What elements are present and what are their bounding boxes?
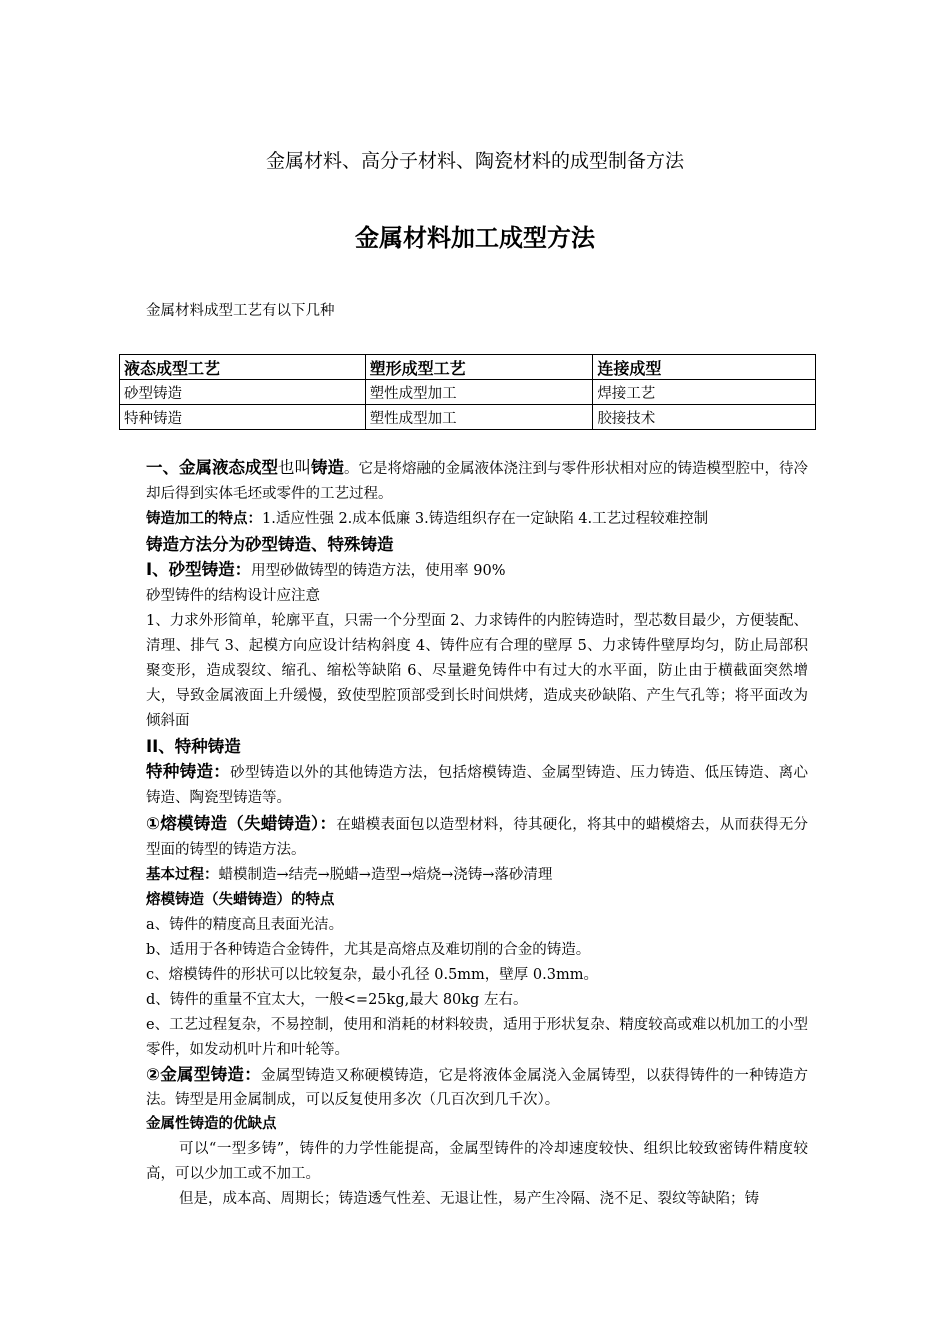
sand-casting-label: I、砂型铸造： (146, 560, 252, 579)
table-row (120, 405, 816, 430)
methods-heading: 铸造方法分为砂型铸造、特殊铸造 (146, 535, 394, 554)
special-casting-heading: II、特种铸造 (146, 737, 241, 756)
table-cell: 胶接技术 (593, 405, 816, 430)
liquid-forming-paragraph (146, 455, 808, 507)
metal-mold-paragraph (146, 1063, 808, 1112)
document-body (146, 455, 808, 1212)
table-header-cell: 塑形成型工艺 (365, 355, 593, 380)
metal-pros-cons-heading: 金属性铸造的优缺点 (146, 1116, 277, 1132)
features-text: 1.适应性强 2.成本低廉 3.铸造组织存在一定缺陷 4.工艺过程较难控制 (262, 511, 709, 527)
special-casting-label: 特种铸造： (146, 762, 231, 781)
metal-pros-paragraph: 可以“一型多铸”，铸件的力学性能提高，金属型铸件的冷却速度较快、组织比较致密铸件精度较高，可以少加工或不加工。 (146, 1141, 808, 1182)
table-cell: 塑性成型加工 (365, 405, 593, 430)
basic-process-text: 蜡模制造→结壳→脱蜡→造型→焙烧→浇铸→落砂清理 (218, 867, 553, 883)
inline-text: 也叫 (278, 458, 311, 477)
section-title: 金属材料加工成型方法 (355, 223, 595, 252)
list-item: a、铸件的精度高且表面光洁。 (146, 917, 344, 933)
investment-casting-paragraph (146, 811, 808, 863)
sand-casting-text: 用型砂做铸型的铸造方法，使用率 90% (251, 563, 506, 579)
sand-design-heading: 砂型铸件的结构设计应注意 (146, 588, 320, 604)
investment-casting-label: ①熔模铸造（失蜡铸造）： (146, 814, 337, 833)
table-header-row (120, 355, 816, 380)
list-item: d、铸件的重量不宜太大，一般<=25kg,最大 80kg 左右。 (146, 992, 528, 1008)
special-casting-text: 砂型铸造以外的其他铸造方法，包括熔模铸造、金属型铸造、压力铸造、低压铸造、离心铸造、陶瓷型铸造等。 (146, 765, 809, 806)
metal-mold-text: 金属型铸造又称硬模铸造，它是将液体金属浇入金属铸型，以获得铸件的一种铸造方法。铸型是用金属制成，可以反复使用多次（几百次到几千次）。 (146, 1068, 808, 1108)
list-item: c、熔模铸件的形状可以比较复杂，最小孔径 0.5mm，壁厚 0.3mm。 (146, 967, 598, 983)
process-table (119, 354, 816, 430)
section-heading: 一、金属液态成型 (146, 458, 278, 477)
basic-process-line (146, 863, 808, 888)
paragraph-text: 。它是将熔融的金属液体浇注到与零件形状相对应的铸造模型腔中，待冷却后得到实体毛坯或零件的工艺过程。 (146, 461, 808, 502)
investment-features-heading: 熔模铸造（失蜡铸造）的特点 (146, 892, 335, 908)
list-item: e、工艺过程复杂，不易控制，使用和消耗的材料较贵，适用于形状复杂、精度较高或难以机加工的小型零件，如发动机叶片和叶轮等。 (146, 1017, 808, 1058)
special-casting-paragraph (146, 759, 808, 811)
casting-term: 铸造 (311, 458, 344, 477)
document-title: 金属材料、高分子材料、陶瓷材料的成型制备方法 (265, 150, 684, 172)
table-cell: 砂型铸造 (120, 380, 366, 405)
table-cell: 特种铸造 (120, 405, 366, 430)
table-cell: 塑性成型加工 (365, 380, 593, 405)
table-cell: 焊接工艺 (593, 380, 816, 405)
investment-casting-text: 在蜡模表面包以造型材料，待其硬化，将其中的蜡模熔去，从而获得无分型面的铸型的铸造方法。 (146, 817, 808, 858)
casting-features (146, 507, 808, 532)
table-header-cell: 液态成型工艺 (120, 355, 366, 380)
basic-process-label: 基本过程： (146, 867, 219, 883)
table-row (120, 380, 816, 405)
list-item: b、适用于各种铸造合金铸件，尤其是高熔点及难切削的合金的铸造。 (146, 942, 591, 958)
metal-cons-paragraph: 但是，成本高、周期长；铸造透气性差、无退让性，易产生冷隔、浇不足、裂纹等缺陷；铸 (179, 1191, 759, 1207)
sand-design-list: 1、力求外形简单，轮廓平直，只需一个分型面 2、力求铸件的内腔铸造时，型芯数目最少，方便装配、清理、排气 3、起模方向应设计结构斜度 4、铸件应有合理的壁厚 5、力求铸件壁厚均匀，防止局部积聚变形，造成裂纹、缩孔、缩松等缺陷 6、尽量避免铸件中有过大的水平面，防止由于横截面突然增大，导致金属液面上升缓慢，致使型腔顶部受到长时间烘烤，造成夹砂缺陷、产生气孔等；将平面改为倾斜面 (146, 613, 808, 729)
sand-casting-paragraph (146, 557, 808, 584)
metal-mold-label: ②金属型铸造： (146, 1065, 262, 1084)
table-header-cell: 连接成型 (593, 355, 816, 380)
features-label: 铸造加工的特点： (146, 511, 262, 527)
intro-text: 金属材料成型工艺有以下几种 (146, 303, 335, 319)
